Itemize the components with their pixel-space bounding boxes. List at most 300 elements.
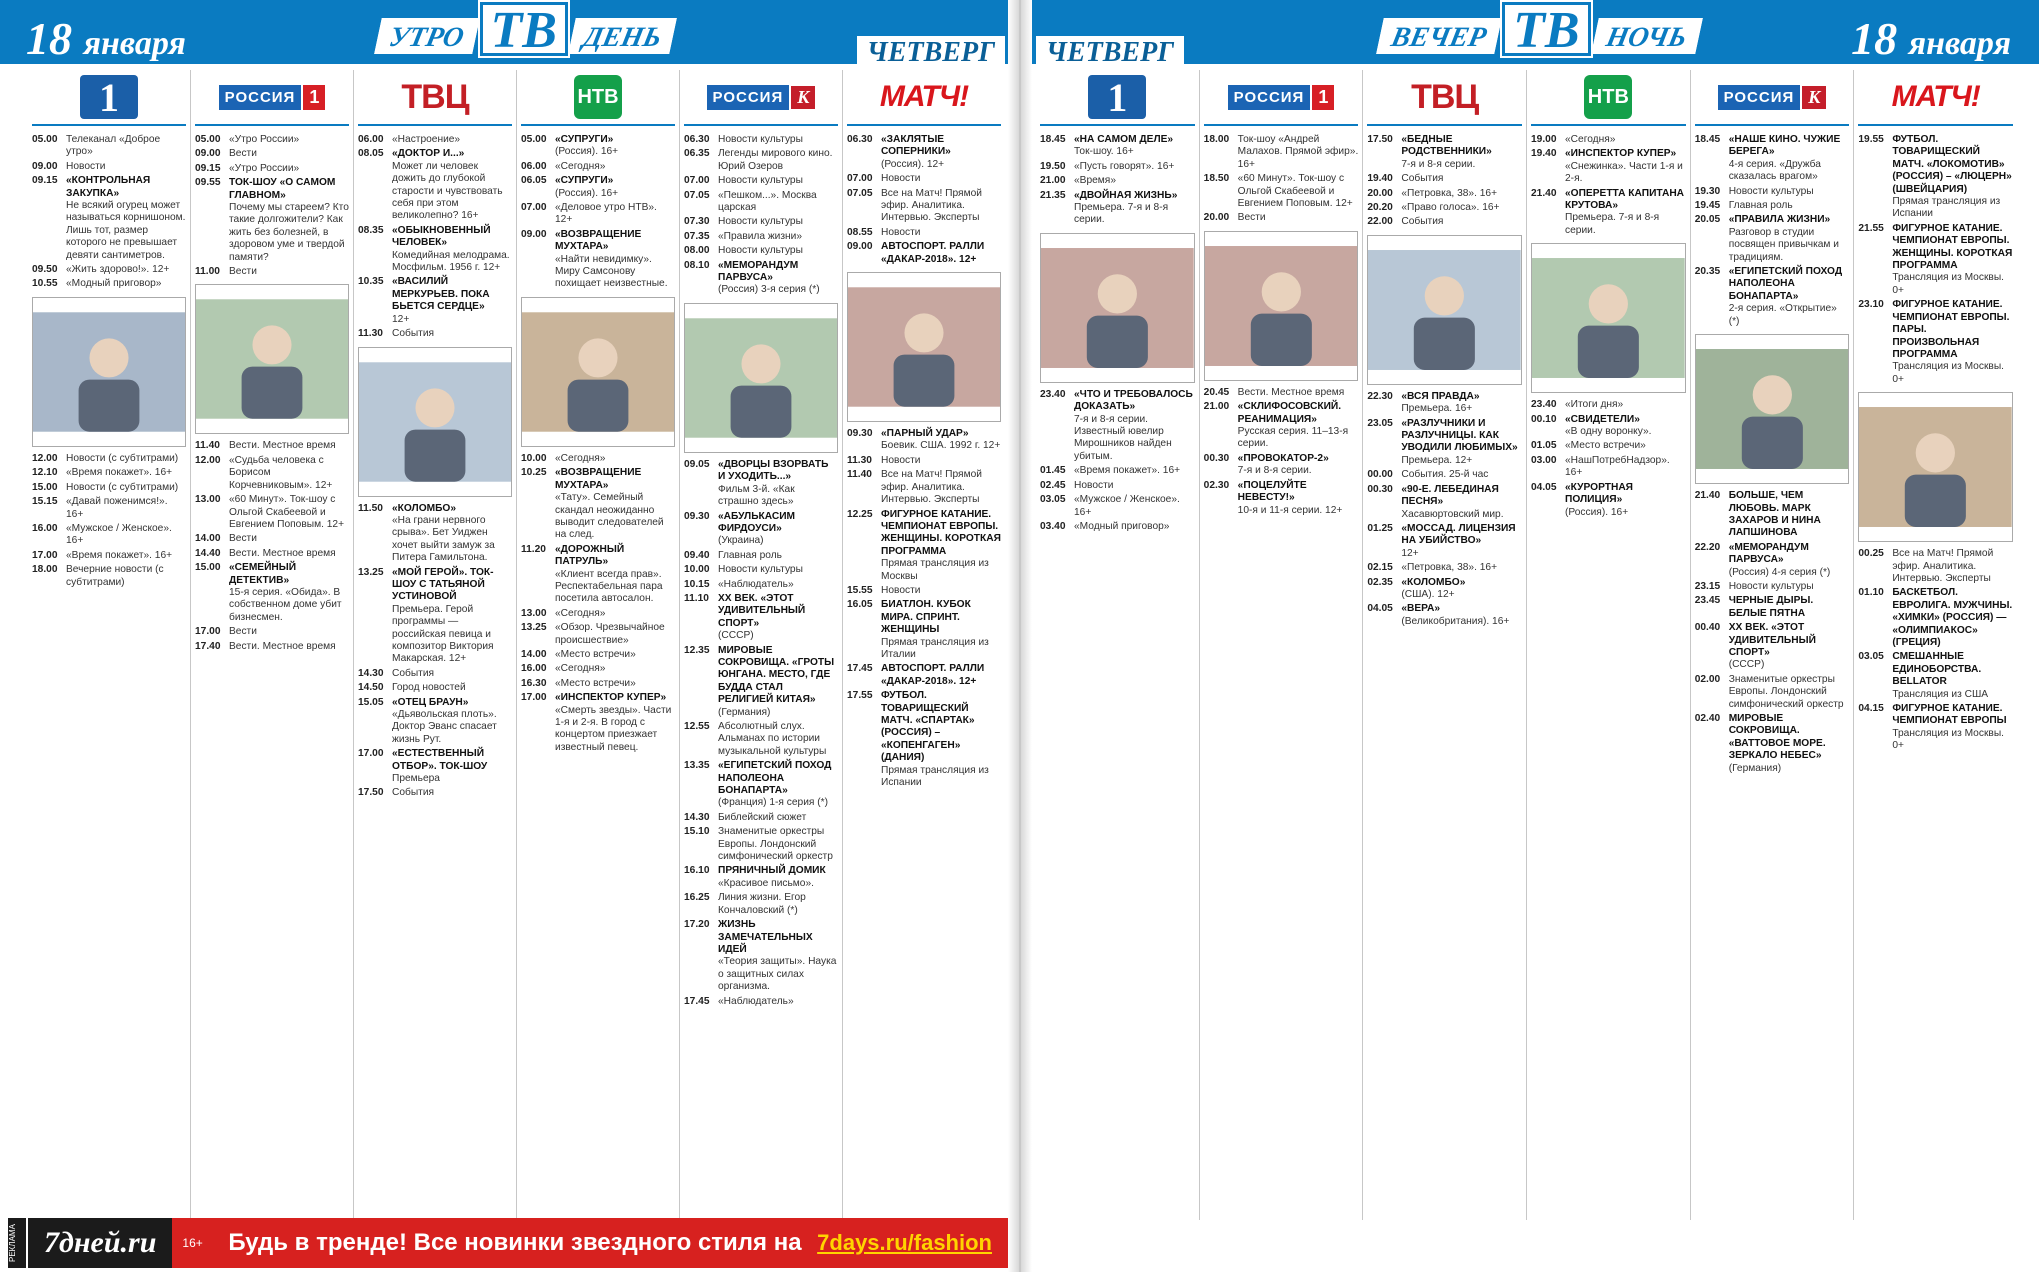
program-listing [1531, 188, 1686, 238]
program-description: Новости культуры [1728, 580, 1814, 592]
program-listing [1204, 480, 1359, 517]
channel-logo [1040, 70, 1195, 126]
program-listing [684, 245, 838, 257]
program-listing [1040, 521, 1195, 533]
program-body [229, 494, 349, 531]
program-listing [1367, 562, 1522, 574]
program-time: 14.30 [684, 811, 710, 823]
program-time: 08.00 [684, 245, 710, 257]
program-time: 16.30 [521, 677, 547, 689]
program-listing [1367, 391, 1522, 416]
program-time: 05.00 [521, 134, 547, 145]
program-listing [847, 241, 1001, 266]
program-body [1565, 455, 1686, 480]
program-description: Фильм 3-й. «Как страшно здесь» [718, 483, 795, 508]
program-description: 7-я и 8-я серии. [1237, 465, 1312, 477]
channel-column-match-tv [1853, 70, 2017, 1220]
program-listing [521, 453, 675, 465]
program-description: События [392, 328, 435, 340]
program-time: 03.40 [1040, 520, 1066, 532]
program-time: 10.25 [521, 467, 547, 479]
program-body [718, 579, 838, 591]
program-title: ФИГУРНОЕ КАТАНИЕ. ЧЕМПИОНАТ ЕВРОПЫ [1892, 703, 2007, 727]
program-time: 07.00 [847, 173, 873, 185]
program-body [1238, 480, 1359, 517]
program-body [1401, 562, 1522, 574]
left-page [0, 0, 1019, 1272]
program-description: Не всякий огурец может называться корнишоном. Лишь тот, размер которого не превышает девяти сантиметров. [66, 200, 186, 261]
program-description: Трансляция из Москвы. 0+ [1892, 361, 2004, 385]
program-description: События [1401, 173, 1444, 185]
program-description: «Настроение» [392, 134, 461, 145]
program-description: Город новостей [392, 682, 466, 694]
program-body [1238, 401, 1359, 451]
program-title: «КОНТРОЛЬНАЯ ЗАКУПКА» [66, 175, 151, 199]
program-description: «Модный приговор» [66, 278, 162, 290]
program-time: 03.05 [1040, 494, 1066, 506]
program-listing [358, 225, 512, 275]
program-listing [195, 455, 349, 492]
program-listing [1695, 266, 1850, 328]
program-description: Вести [229, 266, 257, 278]
program-description: Главная роль [1728, 200, 1793, 212]
left-channel-grid [28, 70, 1005, 1220]
program-title: «МОЙ ГЕРОЙ». ТОК-ШОУ С ТАТЬЯНОЙ УСТИНОВОЙ [392, 566, 494, 603]
program-description: «Деловое утро НТВ». 12+ [555, 202, 657, 226]
program-title: «ВЕРА» [1401, 603, 1441, 615]
program-listing [1695, 713, 1850, 775]
program-listing [1204, 453, 1359, 478]
program-body [1565, 134, 1686, 146]
program-body [66, 264, 186, 276]
program-description: Прямая трансляция из Москвы [881, 558, 989, 582]
program-time: 00.40 [1694, 622, 1721, 634]
program-description: «Обзор. Чрезвычайное происшествие» [555, 622, 665, 646]
program-time: 15.10 [684, 826, 710, 838]
program-listing [1040, 175, 1195, 187]
program-body [1401, 577, 1522, 602]
program-title: «ЕГИПЕТСКИЙ ПОХОД НАПОЛЕОНА БОНАПАРТА» [718, 760, 832, 797]
tvc-icon: ТВЦ [401, 77, 469, 116]
program-time: 12.10 [32, 467, 58, 479]
program-time: 09.00 [847, 241, 873, 253]
program-listing [32, 161, 186, 173]
program-listing [847, 188, 1001, 225]
program-body [1074, 521, 1195, 533]
program-listing [195, 134, 349, 146]
program-time: 15.55 [847, 584, 873, 596]
program-body [718, 593, 838, 643]
program-description: «Жить здорово!». 12+ [66, 264, 170, 276]
program-title: «ВОЗВРАЩЕНИЕ МУХТАРА» [555, 467, 642, 491]
program-body [555, 622, 675, 647]
program-body [1892, 651, 2013, 701]
program-time: 02.30 [1203, 479, 1230, 491]
program-body [1401, 134, 1522, 171]
program-listing [1204, 387, 1359, 399]
program-listing [195, 163, 349, 175]
program-photo [1695, 334, 1850, 484]
program-listing [32, 564, 186, 589]
program-description: Хасавюртовский мир. [1401, 508, 1504, 520]
program-time: 13.35 [684, 760, 710, 772]
ad-banner[interactable] [8, 1218, 1008, 1268]
program-body [392, 276, 512, 326]
program-body [1729, 134, 1850, 184]
program-listing [195, 533, 349, 545]
program-time: 11.30 [358, 328, 383, 340]
program-description: «Мужское / Женское». 16+ [66, 522, 172, 547]
program-listing [358, 668, 512, 680]
match-tv-icon: МАТЧ! [1891, 80, 1980, 113]
program-time: 17.45 [684, 995, 710, 1007]
program-listing [32, 523, 186, 548]
program-listing [1040, 190, 1195, 227]
program-time: 19.45 [1694, 200, 1721, 212]
program-listing [195, 148, 349, 160]
program-body [1401, 391, 1522, 416]
program-description: Премьера. Герой программы — российская певица и композитор Виктория Макарская. 12+ [392, 603, 494, 665]
program-listing [32, 482, 186, 494]
program-time: 19.40 [1531, 148, 1557, 160]
program-description: «Наблюдатель» [718, 995, 794, 1007]
program-body [718, 564, 838, 576]
program-photo [195, 284, 349, 434]
program-time: 17.50 [1367, 134, 1393, 145]
program-body [392, 668, 512, 680]
program-listing [32, 278, 186, 290]
page-spine [1008, 0, 1032, 1272]
program-time: 07.05 [847, 187, 873, 199]
program-body [718, 826, 838, 863]
program-body [229, 562, 349, 624]
program-title: «АБУЛЬКАСИМ ФИРДОУСИ» [718, 510, 795, 534]
program-description: (Великобритания). 16+ [1401, 615, 1510, 627]
program-title: ФУТБОЛ. ТОВАРИЩЕСКИЙ МАТЧ. «СПАРТАК» (РОССИЯ) – «КОПЕНГАГЕН» (ДАНИЯ) [881, 690, 975, 764]
program-title: «КОЛОМБО» [1401, 576, 1466, 588]
program-time: 04.15 [1858, 703, 1884, 714]
program-listing [684, 826, 838, 863]
program-listing [1367, 469, 1522, 481]
program-title: «ИНСПЕКТОР КУПЕР» [555, 692, 667, 704]
program-listing [684, 459, 838, 509]
program-body [1729, 622, 1850, 672]
channel-logo [1858, 70, 2013, 126]
program-description: События. 25-й час [1401, 469, 1489, 481]
program-title: «ВСЯ ПРАВДА» [1401, 390, 1480, 402]
russia-k-icon: РОССИЯ К [1718, 85, 1827, 110]
program-time: 18.45 [1040, 134, 1066, 145]
channel-logo [521, 70, 675, 126]
program-description: «Место встречи» [1565, 440, 1646, 452]
program-time: 02.45 [1040, 479, 1066, 491]
program-body [66, 496, 186, 521]
program-body [718, 175, 838, 187]
program-description: Линия жизни. Егор Кончаловский (*) [718, 892, 806, 916]
program-photo [684, 303, 838, 453]
program-description: «Правила жизни» [718, 230, 803, 242]
channel-logo [1204, 70, 1359, 126]
program-listing [1858, 299, 2013, 386]
program-time: 09.30 [684, 510, 710, 522]
program-body [718, 996, 838, 1008]
program-listing [684, 216, 838, 228]
program-listing [847, 134, 1001, 171]
program-description: Комедийная мелодрама. Мосфильм. 1956 г. 12+ [392, 249, 510, 274]
program-body [881, 455, 1001, 467]
program-time: 07.00 [521, 202, 547, 214]
channel-logo [684, 70, 838, 126]
program-title: XX ВЕК. «ЭТОТ УДИВИТЕЛЬНЫЙ СПОРТ» [718, 592, 806, 629]
program-body [1401, 484, 1522, 521]
program-listing [358, 697, 512, 747]
program-title: СМЕШАННЫЕ ЕДИНОБОРСТВА. BELLATOR [1892, 651, 1982, 688]
program-listing [1695, 542, 1850, 579]
program-body [1565, 482, 1686, 519]
program-title: ФУТБОЛ. ТОВАРИЩЕСКИЙ МАТЧ. «ЛОКОМОТИВ» (РОССИЯ) – «ЛЮЦЕРН» (ШВЕЙЦАРИЯ) [1892, 134, 2012, 195]
program-title: «ДВОЙНАЯ ЖИЗНЬ» [1074, 189, 1178, 201]
program-title: «ДВОРЦЫ ВЗОРВАТЬ И УХОДИТЬ...» [718, 458, 829, 483]
program-title: БОЛЬШЕ, ЧЕМ ЛЮБОВЬ. МАРК ЗАХАРОВ И НИНА ЛАПШИНОВА [1728, 490, 1821, 539]
program-listing [1531, 455, 1686, 480]
program-body [1401, 188, 1522, 200]
program-body [555, 175, 675, 200]
program-description: «Время покажет». 16+ [66, 467, 173, 479]
program-body [555, 134, 675, 159]
program-description: «Смерть звезды». Части 1-я и 2-я. В город с концертом приезжает известный певец. [555, 704, 672, 753]
program-title: «СВИДЕТЕЛИ» [1565, 413, 1640, 425]
program-photo [1858, 392, 2013, 542]
program-description: «Наблюдатель» [718, 578, 794, 590]
program-description: «Найти невидимку». Миру Самсонову похищает неизвестные. [555, 253, 668, 290]
program-listing [684, 260, 838, 297]
program-title: ФИГУРНОЕ КАТАНИЕ. ЧЕМПИОНАТ ЕВРОПЫ. ПАРЫ. ПРОИЗВОЛЬНАЯ ПРОГРАММА [1892, 299, 2010, 360]
program-listing [1695, 134, 1850, 184]
program-description: (Украина) [718, 535, 764, 547]
program-body [1729, 581, 1850, 593]
program-time: 23.05 [1367, 417, 1393, 429]
program-listing [195, 562, 349, 624]
program-listing [1367, 134, 1522, 171]
program-time: 23.40 [1531, 399, 1557, 411]
program-time: 04.05 [1531, 481, 1557, 493]
program-time: 13.25 [521, 622, 547, 634]
channel-column-tvc [1362, 70, 1526, 1220]
program-title: «ОБЫКНОВЕННЫЙ ЧЕЛОВЕК» [392, 224, 491, 249]
program-time: 12.55 [684, 721, 710, 732]
program-listing [684, 892, 838, 917]
program-listing [521, 134, 675, 159]
program-listing [684, 996, 838, 1008]
program-title: «СКЛИФОСОВСКИЙ. РЕАНИМАЦИЯ» [1237, 401, 1342, 425]
program-listing [684, 564, 838, 576]
program-time: 16.05 [847, 599, 873, 611]
program-description: Вести. Местное время [229, 547, 336, 559]
program-listing [1367, 484, 1522, 521]
program-time: 15.00 [32, 481, 58, 493]
program-photo [521, 297, 675, 447]
program-listing [684, 593, 838, 643]
program-description: «Пусть говорят». 16+ [1074, 160, 1175, 172]
program-description: Все на Матч! Прямой эфир. Аналитика. Интервью. Эксперты [881, 187, 982, 224]
program-body [1238, 173, 1359, 210]
program-body [718, 245, 838, 257]
vecher-tv-noch-logo [1380, 2, 1698, 59]
program-description: (СССР) [718, 630, 754, 642]
program-description: Главная роль [718, 549, 782, 561]
program-body [392, 697, 512, 747]
program-description: События [392, 667, 435, 679]
program-time: 17.00 [195, 626, 221, 638]
program-listing [1695, 490, 1850, 540]
program-listing [521, 175, 675, 200]
program-description: «Модный приговор» [1074, 520, 1170, 532]
match-tv-icon: МАТЧ! [879, 80, 969, 113]
program-body [1074, 389, 1195, 463]
program-time: 14.40 [195, 547, 221, 559]
program-description: Вести. Местное время [229, 440, 336, 452]
channel-column-russia-1 [190, 70, 353, 1220]
program-description: Ток-шоу. 16+ [1074, 146, 1134, 158]
program-time: 12.00 [32, 452, 58, 464]
program-listing [358, 503, 512, 565]
program-description: Телеканал «Доброе утро» [66, 134, 161, 158]
program-time: 01.05 [1531, 440, 1557, 452]
program-time: 14.50 [358, 682, 384, 694]
program-time: 05.00 [195, 134, 221, 145]
program-body [229, 455, 349, 492]
program-time: 09.05 [684, 458, 710, 470]
ad-link[interactable]: 7days.ru/fashion [817, 1230, 992, 1255]
program-time: 19.00 [1531, 134, 1557, 145]
program-body [881, 690, 1001, 789]
program-time: 22.30 [1367, 390, 1393, 402]
program-description: «Снежинка». Части 1-я и 2-я. [1565, 160, 1683, 185]
program-photo [32, 297, 186, 447]
program-photo [1367, 235, 1522, 385]
program-body [1074, 134, 1195, 159]
program-body [1565, 148, 1686, 185]
program-title: «МЕМОРАНДУМ ПАРВУСА» [1728, 541, 1809, 566]
program-title: «ОТЕЦ БРАУН» [392, 696, 469, 708]
program-title: «ПАРНЫЙ УДАР» [881, 428, 969, 440]
program-time: 12.25 [847, 508, 873, 520]
program-body [66, 550, 186, 562]
program-description: Премьера. 7-я и 8-я серии. [1074, 202, 1169, 226]
program-listing [32, 453, 186, 465]
ad-side-tab: РЕКЛАМА [8, 1218, 26, 1268]
program-photo [1040, 233, 1195, 383]
program-time: 09.30 [847, 428, 873, 440]
program-time: 23.10 [1858, 299, 1884, 311]
program-description: (Россия). 16+ [1565, 506, 1629, 518]
program-body [555, 202, 675, 227]
program-time: 06.35 [684, 148, 710, 160]
program-body [1892, 134, 2013, 221]
program-listing [521, 544, 675, 606]
program-time: 18.00 [32, 564, 58, 576]
program-body [392, 225, 512, 275]
program-description: Вести [229, 626, 257, 638]
program-listing [684, 231, 838, 243]
program-body [555, 608, 675, 620]
program-body [229, 266, 349, 278]
program-listing [847, 509, 1001, 583]
left-date: 18 января [26, 13, 186, 64]
program-listing [521, 649, 675, 661]
program-description: Ток-шоу «Андрей Малахов. Прямой эфир». 16+ [1237, 134, 1359, 170]
program-body [1074, 480, 1195, 492]
program-description: 15-я серия. «Обида». В собственном доме убит бизнесмен. [229, 586, 342, 623]
program-time: 10.00 [521, 452, 547, 464]
program-title: «ИНСПЕКТОР КУПЕР» [1565, 148, 1677, 160]
program-listing [1695, 214, 1850, 264]
program-description: Абсолютный слух. Альманах по истории музыкальной культуры [718, 721, 827, 757]
program-description: «Время» [1074, 175, 1116, 187]
program-listing [1040, 161, 1195, 173]
program-listing [847, 585, 1001, 597]
program-listing [1204, 401, 1359, 451]
program-body [1565, 399, 1686, 411]
program-listing [847, 469, 1001, 506]
program-listing [358, 134, 512, 146]
program-description: Новости (с субтитрами) [66, 481, 179, 493]
program-time: 09.00 [521, 228, 547, 240]
program-description: «60 Минут». Ток-шоу с Ольгой Скабеевой и Евгением Поповым. 12+ [229, 494, 345, 530]
program-listing [1695, 674, 1850, 711]
program-listing [847, 663, 1001, 688]
program-body [881, 188, 1001, 225]
program-time: 21.00 [1203, 401, 1230, 413]
program-body [1729, 200, 1850, 212]
program-time: 18.45 [1694, 134, 1721, 145]
program-body [881, 599, 1001, 661]
program-description: «Судьба человека с Борисом Корчевниковым». 12+ [229, 454, 333, 491]
program-body [392, 682, 512, 694]
program-title: «ЕСТЕСТВЕННЫЙ ОТБОР». ТОК-ШОУ [392, 748, 488, 772]
program-time: 20.45 [1203, 386, 1230, 398]
program-time: 06.05 [521, 175, 547, 187]
program-body [1401, 418, 1522, 468]
program-description: Легенды мирового кино. Юрий Озеров [718, 148, 833, 172]
channel-column-tvc [353, 70, 516, 1220]
program-listing [684, 721, 838, 758]
program-description: Вести. Местное время [229, 640, 336, 652]
program-title: МИРОВЫЕ СОКРОВИЩА. «ГРОТЫ ЮНГАНА. МЕСТО, ГДЕ БУДДА СТАЛ РЕЛИГИЕЙ КИТАЯ» [718, 644, 835, 706]
program-time: 06.30 [684, 134, 710, 145]
program-time: 14.00 [195, 533, 221, 545]
ntv-icon: НТВ [574, 75, 622, 119]
program-body [1729, 490, 1850, 540]
program-title: «РАЗЛУЧНИКИ И РАЗЛУЧНИЦЫ. КАК УВОДИЛИ ЛЮБИМЫХ» [1401, 417, 1518, 454]
program-time: 21.55 [1858, 222, 1884, 234]
program-description: «Время покажет». 16+ [1074, 465, 1181, 477]
program-body [66, 134, 186, 159]
program-title: «ПРАВИЛА ЖИЗНИ» [1728, 214, 1831, 226]
program-description: «Утро России» [229, 134, 300, 145]
program-body [718, 812, 838, 824]
program-listing [1204, 173, 1359, 210]
program-listing [684, 760, 838, 810]
program-title: «ДОКТОР И...» [392, 148, 465, 160]
program-time: 09.00 [195, 148, 221, 160]
program-time: 19.50 [1040, 160, 1066, 172]
program-listing [32, 175, 186, 262]
program-body [1238, 453, 1359, 478]
program-time: 11.00 [195, 266, 220, 278]
program-description: Русская серия. 11–13-я серии. [1237, 426, 1349, 450]
russia-1-icon: РОССИЯ 1 [219, 85, 326, 110]
